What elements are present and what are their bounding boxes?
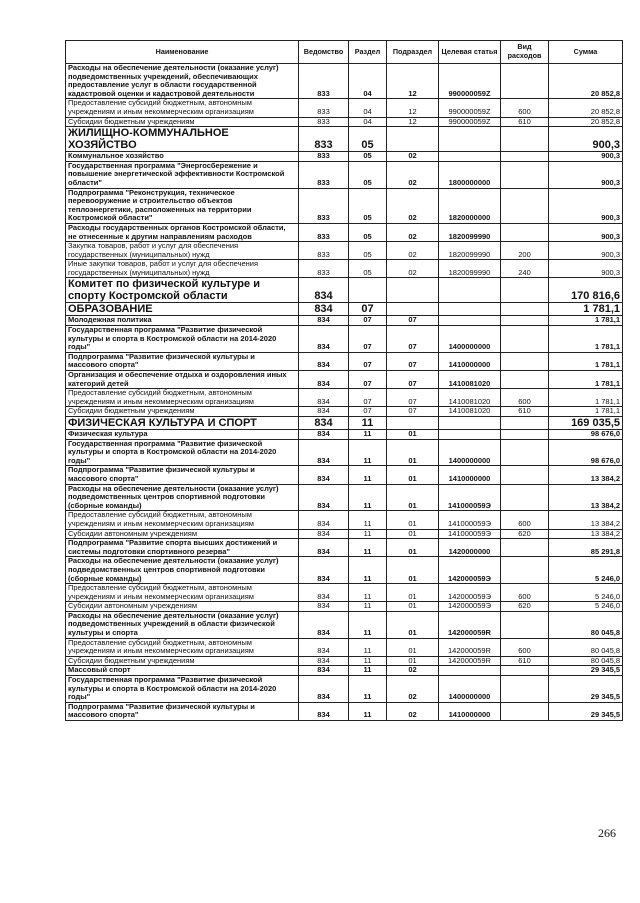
table-row [66, 529, 623, 539]
row-target-article: 141000059Э [439, 511, 501, 529]
row-expense-type [501, 161, 549, 188]
row-amount: 13 384,2 [549, 511, 623, 529]
table-row [66, 466, 623, 484]
row-department: 834 [299, 389, 349, 407]
row-amount: 1 781,1 [549, 389, 623, 407]
table-row [66, 371, 623, 389]
row-target-article: 990000059Z [439, 117, 501, 127]
table-row [66, 99, 623, 117]
row-expense-type: 200 [501, 242, 549, 260]
row-expense-type: 620 [501, 602, 549, 612]
table-row [66, 484, 623, 511]
row-name: Физическая культура [66, 430, 299, 440]
row-subsection: 01 [387, 430, 439, 440]
row-name: Закупка товаров, работ и услуг для обеспечения государственных (муниципальных) нужд [66, 242, 299, 260]
row-name: Массовый спорт [66, 666, 299, 676]
row-amount: 1 781,1 [549, 326, 623, 353]
row-section: 07 [349, 303, 387, 316]
table-row [66, 407, 623, 417]
row-department: 834 [299, 529, 349, 539]
row-expense-type: 610 [501, 407, 549, 417]
row-department: 834 [299, 430, 349, 440]
row-department: 834 [299, 557, 349, 584]
row-expense-type [501, 64, 549, 99]
row-section: 11 [349, 539, 387, 557]
table-row [66, 303, 623, 316]
row-subsection [387, 278, 439, 303]
table-row [66, 702, 623, 720]
row-expense-type [501, 223, 549, 241]
row-target-article: 142000059R [439, 638, 501, 656]
table-row [66, 417, 623, 430]
row-section: 04 [349, 117, 387, 127]
row-amount: 5 246,0 [549, 584, 623, 602]
row-department: 834 [299, 484, 349, 511]
row-expense-type [501, 702, 549, 720]
header-department: Ведомство [299, 41, 349, 64]
row-section: 04 [349, 99, 387, 117]
row-subsection: 12 [387, 117, 439, 127]
row-subsection: 02 [387, 223, 439, 241]
row-expense-type [501, 316, 549, 326]
row-section: 11 [349, 439, 387, 466]
row-name: Предоставление субсидий бюджетным, автономным учреждениям и иным некоммерческим организациям [66, 511, 299, 529]
row-expense-type [501, 188, 549, 223]
table-row [66, 352, 623, 370]
row-expense-type: 600 [501, 584, 549, 602]
row-subsection [387, 417, 439, 430]
row-section: 11 [349, 584, 387, 602]
row-name: Подпрограмма "Развитие физической культуры и массового спорта" [66, 466, 299, 484]
row-subsection: 01 [387, 484, 439, 511]
row-expense-type: 600 [501, 389, 549, 407]
row-subsection: 01 [387, 638, 439, 656]
row-department: 833 [299, 223, 349, 241]
row-section: 07 [349, 326, 387, 353]
row-name: Расходы на обеспечение деятельности (оказание услуг) подведомственных центров спортивной подготовки (сборные команды) [66, 484, 299, 511]
table-row [66, 127, 623, 152]
row-section: 11 [349, 638, 387, 656]
row-name: Подпрограмма "Развитие физической культуры и массового спорта" [66, 702, 299, 720]
row-department: 833 [299, 99, 349, 117]
row-target-article: 990000059Z [439, 64, 501, 99]
row-department: 834 [299, 702, 349, 720]
row-name: Субсидии автономным учреждениям [66, 529, 299, 539]
row-target-article: 1410081020 [439, 371, 501, 389]
row-target-article: 1820099990 [439, 242, 501, 260]
row-subsection: 01 [387, 439, 439, 466]
row-section: 11 [349, 611, 387, 638]
table-row [66, 188, 623, 223]
row-amount: 1 781,1 [549, 407, 623, 417]
row-section: 11 [349, 466, 387, 484]
row-department: 834 [299, 676, 349, 703]
row-target-article: 142000059Э [439, 602, 501, 612]
row-expense-type [501, 303, 549, 316]
row-target-article: 142000059Э [439, 584, 501, 602]
row-subsection: 02 [387, 161, 439, 188]
row-name: Государственная программа "Развитие физической культуры и спорта в Костромской области на 2014-2020 годы" [66, 326, 299, 353]
row-target-article: 1410081020 [439, 407, 501, 417]
table-row [66, 152, 623, 162]
row-section: 05 [349, 260, 387, 278]
row-subsection: 02 [387, 242, 439, 260]
row-subsection: 01 [387, 539, 439, 557]
row-amount: 169 035,5 [549, 417, 623, 430]
row-subsection: 01 [387, 529, 439, 539]
header-name: Наименование [66, 41, 299, 64]
row-amount: 29 345,5 [549, 702, 623, 720]
row-section: 11 [349, 417, 387, 430]
table-row [66, 584, 623, 602]
table-row [66, 242, 623, 260]
table-row [66, 326, 623, 353]
header-target-article: Целевая статья [439, 41, 501, 64]
row-expense-type [501, 666, 549, 676]
row-department: 834 [299, 666, 349, 676]
row-section: 05 [349, 161, 387, 188]
row-target-article [439, 417, 501, 430]
row-subsection: 12 [387, 99, 439, 117]
row-amount: 80 045,8 [549, 611, 623, 638]
row-department: 834 [299, 656, 349, 666]
row-expense-type: 620 [501, 529, 549, 539]
row-target-article: 142000059R [439, 656, 501, 666]
row-name: ФИЗИЧЕСКАЯ КУЛЬТУРА И СПОРТ [66, 417, 299, 430]
row-amount: 98 676,0 [549, 439, 623, 466]
table-row [66, 602, 623, 612]
row-section: 11 [349, 430, 387, 440]
row-name: Коммунальное хозяйство [66, 152, 299, 162]
row-expense-type [501, 539, 549, 557]
row-target-article: 1820000000 [439, 188, 501, 223]
row-amount: 1 781,1 [549, 303, 623, 316]
row-expense-type [501, 430, 549, 440]
row-department: 834 [299, 602, 349, 612]
table-row [66, 161, 623, 188]
row-department: 834 [299, 371, 349, 389]
row-section: 07 [349, 407, 387, 417]
row-target-article: 1410081020 [439, 389, 501, 407]
row-target-article [439, 127, 501, 152]
row-section: 11 [349, 484, 387, 511]
row-section: 05 [349, 152, 387, 162]
row-expense-type: 600 [501, 638, 549, 656]
row-name: Расходы на обеспечение деятельности (оказание услуг) подведомственных учреждений в области физической культуры и спорта [66, 611, 299, 638]
row-expense-type [501, 417, 549, 430]
row-department: 834 [299, 611, 349, 638]
row-target-article: 1800000000 [439, 161, 501, 188]
row-name: Предоставление субсидий бюджетным, автономным учреждениям и иным некоммерческим организациям [66, 389, 299, 407]
row-subsection [387, 303, 439, 316]
row-subsection: 01 [387, 584, 439, 602]
table-row [66, 117, 623, 127]
row-expense-type [501, 611, 549, 638]
row-department: 834 [299, 326, 349, 353]
row-amount: 1 781,1 [549, 352, 623, 370]
row-department: 834 [299, 539, 349, 557]
row-expense-type: 610 [501, 656, 549, 666]
row-target-article: 1820099990 [439, 223, 501, 241]
row-section: 05 [349, 188, 387, 223]
row-section: 11 [349, 702, 387, 720]
row-target-article [439, 303, 501, 316]
row-department: 834 [299, 511, 349, 529]
row-target-article [439, 666, 501, 676]
table-row [66, 278, 623, 303]
row-subsection: 01 [387, 656, 439, 666]
row-expense-type: 600 [501, 511, 549, 529]
row-section: 11 [349, 557, 387, 584]
row-target-article: 141000059Э [439, 529, 501, 539]
row-expense-type [501, 152, 549, 162]
row-expense-type [501, 278, 549, 303]
row-expense-type [501, 127, 549, 152]
row-section: 05 [349, 242, 387, 260]
row-department: 834 [299, 352, 349, 370]
row-expense-type [501, 326, 549, 353]
row-name: Субсидии бюджетным учреждениям [66, 117, 299, 127]
row-department: 833 [299, 127, 349, 152]
row-name: Субсидии бюджетным учреждениям [66, 407, 299, 417]
row-amount: 80 045,8 [549, 656, 623, 666]
row-name: Предоставление субсидий бюджетным, автономным учреждениям и иным некоммерческим организациям [66, 638, 299, 656]
row-subsection: 07 [387, 371, 439, 389]
row-section: 07 [349, 316, 387, 326]
row-expense-type: 600 [501, 99, 549, 117]
table-row [66, 511, 623, 529]
row-subsection: 02 [387, 702, 439, 720]
row-amount: 85 291,8 [549, 539, 623, 557]
table-row [66, 611, 623, 638]
header-expense-type: Вид расходов [501, 41, 549, 64]
row-target-article: 1820099990 [439, 260, 501, 278]
row-expense-type: 610 [501, 117, 549, 127]
row-subsection: 02 [387, 260, 439, 278]
row-name: Государственная программа "Развитие физической культуры и спорта в Костромской области на 2014-2020 годы" [66, 439, 299, 466]
row-name: ОБРАЗОВАНИЕ [66, 303, 299, 316]
row-subsection: 07 [387, 407, 439, 417]
table-row [66, 223, 623, 241]
table-row [66, 539, 623, 557]
row-subsection: 12 [387, 64, 439, 99]
row-amount: 900,3 [549, 223, 623, 241]
row-amount: 13 384,2 [549, 484, 623, 511]
row-amount: 80 045,8 [549, 638, 623, 656]
row-section: 07 [349, 389, 387, 407]
row-department: 833 [299, 161, 349, 188]
row-amount: 1 781,1 [549, 371, 623, 389]
row-name: Государственная программа "Развитие физической культуры и спорта в Костромской области на 2014-2020 годы" [66, 676, 299, 703]
row-section: 11 [349, 602, 387, 612]
row-subsection: 07 [387, 326, 439, 353]
header-section: Раздел [349, 41, 387, 64]
row-name: Предоставление субсидий бюджетным, автономным учреждениям и иным некоммерческим организациям [66, 584, 299, 602]
table-row [66, 260, 623, 278]
row-name: Субсидии автономным учреждениям [66, 602, 299, 612]
row-section: 11 [349, 666, 387, 676]
table-row [66, 557, 623, 584]
row-section: 04 [349, 64, 387, 99]
row-subsection [387, 127, 439, 152]
row-department: 833 [299, 260, 349, 278]
row-expense-type [501, 352, 549, 370]
row-amount: 13 384,2 [549, 466, 623, 484]
row-name: Подпрограмма "Реконструкция, техническое перевооружение и строительство объектов теплоэнергетики, расположенных на территории Костромской области" [66, 188, 299, 223]
table-row [66, 389, 623, 407]
row-amount: 900,3 [549, 242, 623, 260]
row-amount: 20 852,8 [549, 117, 623, 127]
row-target-article: 990000059Z [439, 99, 501, 117]
row-subsection: 01 [387, 602, 439, 612]
row-target-article [439, 152, 501, 162]
row-section: 11 [349, 529, 387, 539]
row-amount: 29 345,5 [549, 676, 623, 703]
row-name: Государственная программа "Энергосбережение и повышение энергетической эффективности Костромской области" [66, 161, 299, 188]
row-section: 07 [349, 371, 387, 389]
row-target-article [439, 430, 501, 440]
row-expense-type [501, 439, 549, 466]
row-department: 834 [299, 584, 349, 602]
row-amount: 900,3 [549, 188, 623, 223]
row-name: Расходы на обеспечение деятельности (оказание услуг) подведомственных центров спортивной подготовки (сборные команды) [66, 557, 299, 584]
table-row [66, 638, 623, 656]
row-amount: 1 781,1 [549, 316, 623, 326]
row-section: 05 [349, 223, 387, 241]
row-subsection: 01 [387, 557, 439, 584]
row-subsection: 07 [387, 316, 439, 326]
row-department: 833 [299, 188, 349, 223]
table-row [66, 430, 623, 440]
row-amount: 900,3 [549, 260, 623, 278]
row-name: Комитет по физической культуре и спорту Костромской области [66, 278, 299, 303]
row-target-article: 1410000000 [439, 352, 501, 370]
row-subsection: 02 [387, 188, 439, 223]
row-expense-type [501, 371, 549, 389]
table-header-row [66, 41, 623, 64]
row-name: Субсидии бюджетным учреждениям [66, 656, 299, 666]
row-expense-type [501, 557, 549, 584]
row-expense-type [501, 484, 549, 511]
row-name: Предоставление субсидий бюджетным, автономным учреждениям и иным некоммерческим организациям [66, 99, 299, 117]
row-subsection: 01 [387, 511, 439, 529]
row-department: 834 [299, 638, 349, 656]
row-department: 834 [299, 407, 349, 417]
row-subsection: 01 [387, 611, 439, 638]
row-target-article: 1400000000 [439, 676, 501, 703]
row-target-article: 142000059Э [439, 557, 501, 584]
row-amount: 5 246,0 [549, 602, 623, 612]
table-row [66, 64, 623, 99]
row-subsection: 07 [387, 352, 439, 370]
row-subsection: 01 [387, 466, 439, 484]
row-section [349, 278, 387, 303]
row-target-article [439, 278, 501, 303]
row-amount: 20 852,8 [549, 64, 623, 99]
row-subsection: 02 [387, 666, 439, 676]
header-amount: Сумма [549, 41, 623, 64]
row-target-article: 141000059Э [439, 484, 501, 511]
row-section: 07 [349, 352, 387, 370]
row-section: 11 [349, 656, 387, 666]
row-expense-type: 240 [501, 260, 549, 278]
row-name: Подпрограмма "Развитие спорта высших достижений и системы подготовки спортивного резерва" [66, 539, 299, 557]
row-amount: 20 852,8 [549, 99, 623, 117]
row-name: Молодежная политика [66, 316, 299, 326]
table-row [66, 666, 623, 676]
row-department: 833 [299, 152, 349, 162]
row-target-article: 1420000000 [439, 539, 501, 557]
row-amount: 900,3 [549, 127, 623, 152]
row-target-article: 1400000000 [439, 326, 501, 353]
row-target-article: 142000059R [439, 611, 501, 638]
row-amount: 5 246,0 [549, 557, 623, 584]
row-name: Расходы государственных органов Костромской области, не отнесенные к другим направлениям расходов [66, 223, 299, 241]
table-row [66, 439, 623, 466]
row-subsection: 02 [387, 152, 439, 162]
row-department: 834 [299, 316, 349, 326]
row-amount: 900,3 [549, 161, 623, 188]
row-target-article: 1410000000 [439, 466, 501, 484]
row-target-article [439, 316, 501, 326]
row-name: Подпрограмма "Развитие физической культуры и массового спорта" [66, 352, 299, 370]
row-department: 834 [299, 303, 349, 316]
row-target-article: 1410000000 [439, 702, 501, 720]
row-subsection: 02 [387, 676, 439, 703]
row-section: 11 [349, 511, 387, 529]
budget-table [65, 40, 623, 721]
row-department: 833 [299, 117, 349, 127]
row-department: 834 [299, 466, 349, 484]
header-subsection: Подраздел [387, 41, 439, 64]
row-department: 834 [299, 417, 349, 430]
row-amount: 13 384,2 [549, 529, 623, 539]
page-number: 266 [598, 826, 616, 840]
row-name: Организация и обеспечение отдыха и оздоровления иных категорий детей [66, 371, 299, 389]
table-row [66, 316, 623, 326]
row-department: 834 [299, 439, 349, 466]
table-row [66, 656, 623, 666]
row-name: ЖИЛИЩНО-КОММУНАЛЬНОЕ ХОЗЯЙСТВО [66, 127, 299, 152]
row-department: 833 [299, 64, 349, 99]
row-expense-type [501, 676, 549, 703]
row-amount: 900,3 [549, 152, 623, 162]
row-amount: 98 676,0 [549, 430, 623, 440]
row-name: Иные закупки товаров, работ и услуг для обеспечения государственных (муниципальных) нужд [66, 260, 299, 278]
row-amount: 29 345,5 [549, 666, 623, 676]
row-section: 05 [349, 127, 387, 152]
row-name: Расходы на обеспечение деятельности (оказание услуг) подведомственных учреждений, обеспечивающих предоставление услуг в области государственной кадастровой оценки и кадастровой деятельности [66, 64, 299, 99]
row-department: 833 [299, 242, 349, 260]
table-row [66, 676, 623, 703]
row-subsection: 07 [387, 389, 439, 407]
row-expense-type [501, 466, 549, 484]
row-section: 11 [349, 676, 387, 703]
row-department: 834 [299, 278, 349, 303]
row-target-article: 1400000000 [439, 439, 501, 466]
row-amount: 170 816,6 [549, 278, 623, 303]
